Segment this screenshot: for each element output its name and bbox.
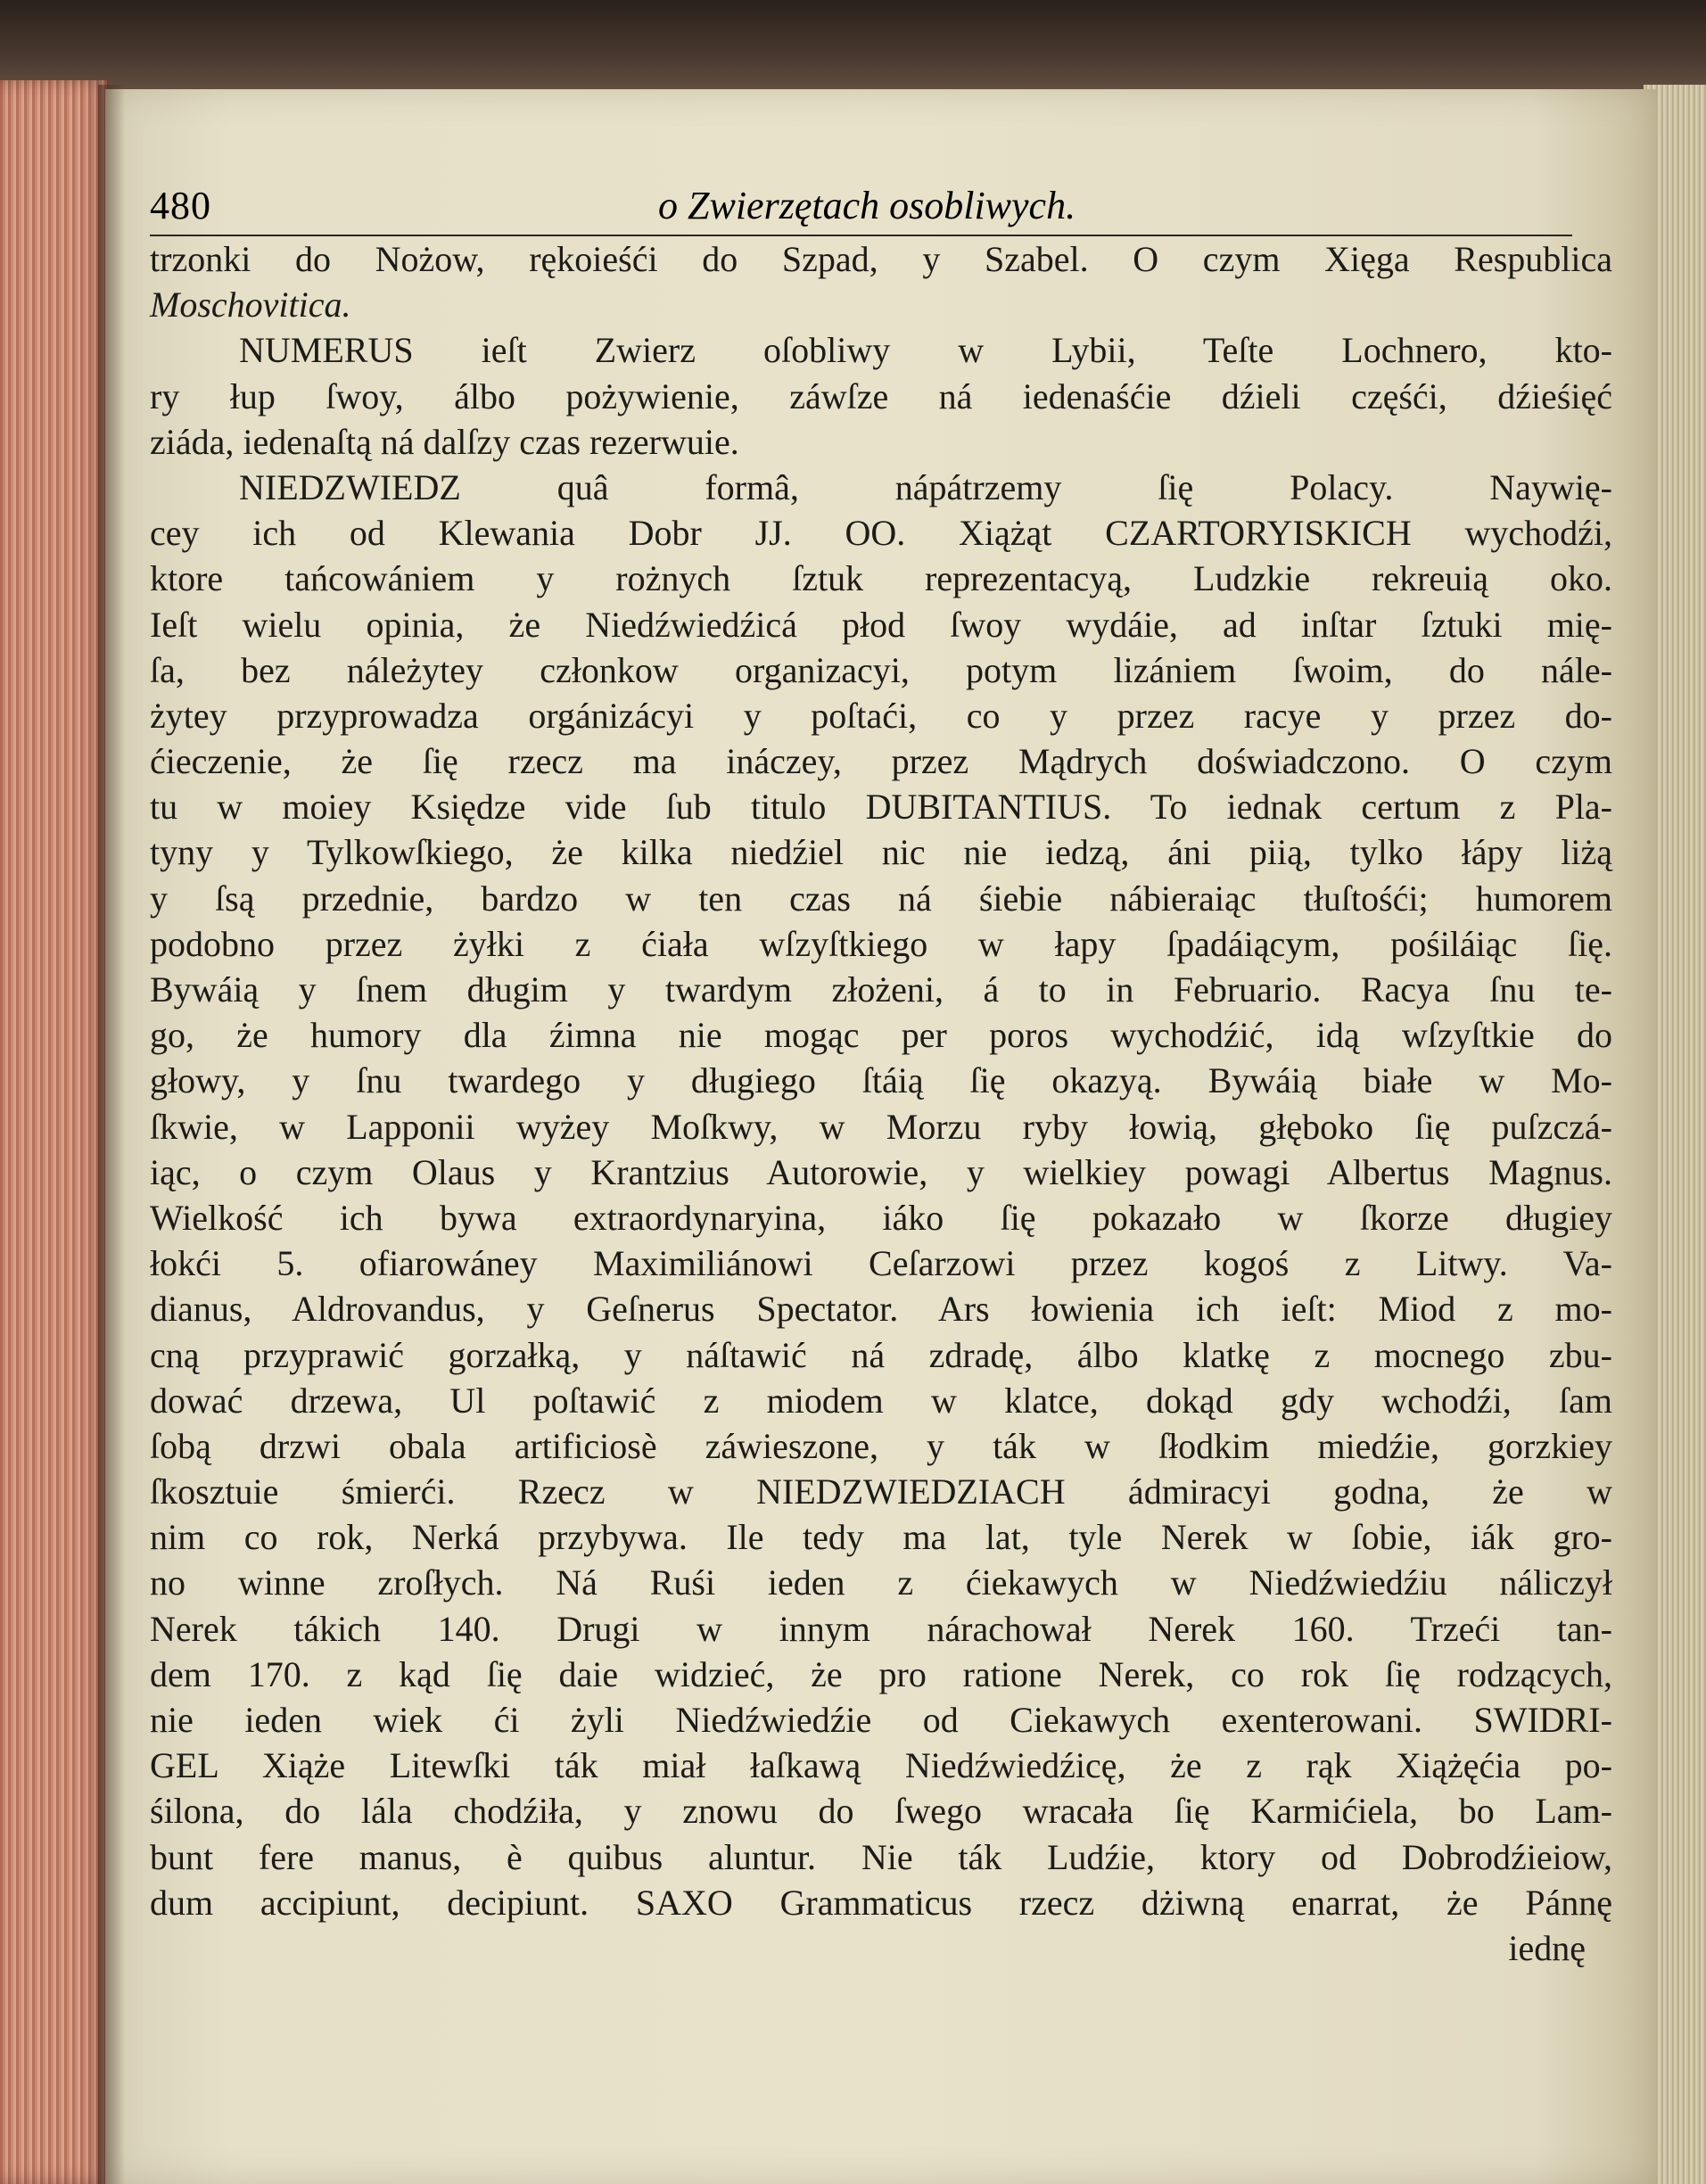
text-line: Moschovitica. bbox=[150, 284, 351, 326]
text-line: dem 170. z kąd ſię daie widzieć, że pro ratione Nerek, co rok ſię rodzących, bbox=[150, 1653, 1612, 1694]
text-line: głowy, y ſnu twardego y długiego ſtáią ſię okazyą. Bywáią białe w Mo- bbox=[150, 1060, 1612, 1101]
text-line: łokći 5. ofiarowáney Maximiliánowi Ceſarzowi przez kogoś z Litwy. Va- bbox=[150, 1243, 1612, 1284]
text-line: Nerek tákich 140. Drugi w innym nárachował Nerek 160. Trzeći tan- bbox=[150, 1608, 1612, 1649]
text-line: ſa, bez náleżytey członkow organizacyi, potym lizániem ſwoim, do nále- bbox=[150, 649, 1612, 690]
text-line: NIEDZWIEDZ quâ formâ, nápátrzemy ſię Polacy. Naywię- bbox=[239, 466, 1612, 507]
text-line: NUMERUS ieſt Zwierz oſobliwy w Lybii, Teſte Lochnero, kto- bbox=[239, 330, 1612, 371]
text-line: ćieczenie, że ſię rzecz ma ináczey, przez Mądrych doświadczono. O czym bbox=[150, 741, 1612, 782]
page-edges-left bbox=[0, 80, 107, 2184]
text-line: bunt fere manus, è quibus aluntur. Nie ták Ludźie, ktory od Dobrodźieiow, bbox=[150, 1836, 1612, 1877]
text-line: dianus, Aldrovandus, y Geſnerus Spectator. Ars łowienia ich ieſt: Miod z mo- bbox=[150, 1289, 1612, 1330]
text-line: dum accipiunt, decipiunt. SAXO Grammaticus rzecz dżiwną enarrat, że Pánnę bbox=[150, 1882, 1612, 1923]
text-line: żytey przyprowadza orgánizácyi y poſtaći, co y przez racye y przez do- bbox=[150, 695, 1612, 736]
body-text bbox=[150, 236, 1612, 1971]
text-line: ry łup ſwoy, álbo pożywienie, záwſze ná iedenaśćie dźieli częśći, dźieśięć bbox=[150, 375, 1612, 416]
text-line: tyny y Tylkowſkiego, że kilka niedźiel nic nie iedzą, áni piią, tylko łápy liżą bbox=[150, 832, 1612, 873]
text-line: ziáda, iedenaſtą ná dalſzy czas rezerwuie. bbox=[150, 421, 739, 462]
text-line: ktore tańcowániem y rożnych ſztuk reprezentacyą, Ludzkie rekreuią oko. bbox=[150, 558, 1612, 599]
text-line: tu w moiey Księdze vide ſub titulo DUBITANTIUS. To iednak certum z Pla- bbox=[150, 787, 1612, 828]
text-line: cną przyprawić gorzałką, y náſtawić ná zdradę, álbo klatkę z mocnego zbu- bbox=[150, 1334, 1612, 1375]
text-line: dować drzewa, Ul poſtawić z miodem w klatce, dokąd gdy wchodźi, ſam bbox=[150, 1380, 1612, 1421]
text-line: no winne zroſłych. Ná Ruśi ieden z ćiekawych w Niedźwiedźiu náliczył bbox=[150, 1562, 1612, 1603]
text-line: Ieſt wielu opinia, że Niedźwiedźicá płod ſwoy wydáie, ad inſtar ſztuki mię- bbox=[150, 604, 1612, 645]
text-line: cey ich od Klewania Dobr JJ. OO. Xiążąt CZARTORYISKICH wychodźi, bbox=[150, 513, 1612, 554]
text-line: śilona, do lála chodźiła, y znowu do ſwego wracała ſię Karmićiela, bo Lam- bbox=[150, 1791, 1612, 1832]
text-line: Wielkość ich bywa extraordynaryina, iáko ſię pokazało w ſkorze długiey bbox=[150, 1197, 1612, 1238]
text-line: trzonki do Nożow, rękoieśći do Szpad, y Szabel. O czym Xięga Respublica bbox=[150, 239, 1612, 279]
running-title: o Zwierzętach osobliwych. bbox=[658, 184, 1076, 227]
text-line: ſkosztuie śmierći. Rzecz w NIEDZWIEDZIACH ádmiracyi godna, że w bbox=[150, 1471, 1612, 1512]
text-line: nim co rok, Nerká przybywa. Ile tedy ma lat, tyle Nerek w ſobie, iák gro- bbox=[150, 1517, 1612, 1558]
text-line: ſkwie, w Lapponii wyżey Moſkwy, w Morzu ryby łowią, głęboko ſię puſzczá- bbox=[150, 1106, 1612, 1147]
background-top bbox=[0, 0, 1706, 98]
text-line: y ſsą przednie, bardzo w ten czas ná śiebie nábieraiąc tłuſtośći; humorem bbox=[150, 878, 1612, 919]
text-line: GEL Xiąże Litewſki ták miał łaſkawą Niedźwiedźicę, że z rąk Xiążęćia po- bbox=[150, 1745, 1612, 1786]
text-line: podobno przez żyłki z ćiała wſzyſtkiego w łapy ſpadáiącym, pośiláiąc ſię. bbox=[150, 923, 1612, 964]
text-line: go, że humory dla źimna nie mogąc per poros wychodźić, idą wſzyſtkie do bbox=[150, 1015, 1612, 1056]
page-number: 480 bbox=[150, 184, 211, 227]
text-line: ſobą drzwi obala artificiosè záwieszone, y ták w ſłodkim miedźie, gorzkiey bbox=[150, 1425, 1612, 1466]
text-line: Bywáią y ſnem długim y twardym złożeni, á to in Februario. Racya ſnu te- bbox=[150, 969, 1612, 1010]
spine-shadow bbox=[98, 85, 125, 2184]
text-line: iąc, o czym Olaus y Krantzius Autorowie, y wielkiey powagi Albertus Magnus. bbox=[150, 1151, 1612, 1192]
catchword: iednę bbox=[1508, 1927, 1586, 1968]
text-line: nie ieden wiek ći żyli Niedźwiedźie od Ciekawych exenterowani. SWIDRI- bbox=[150, 1700, 1612, 1740]
